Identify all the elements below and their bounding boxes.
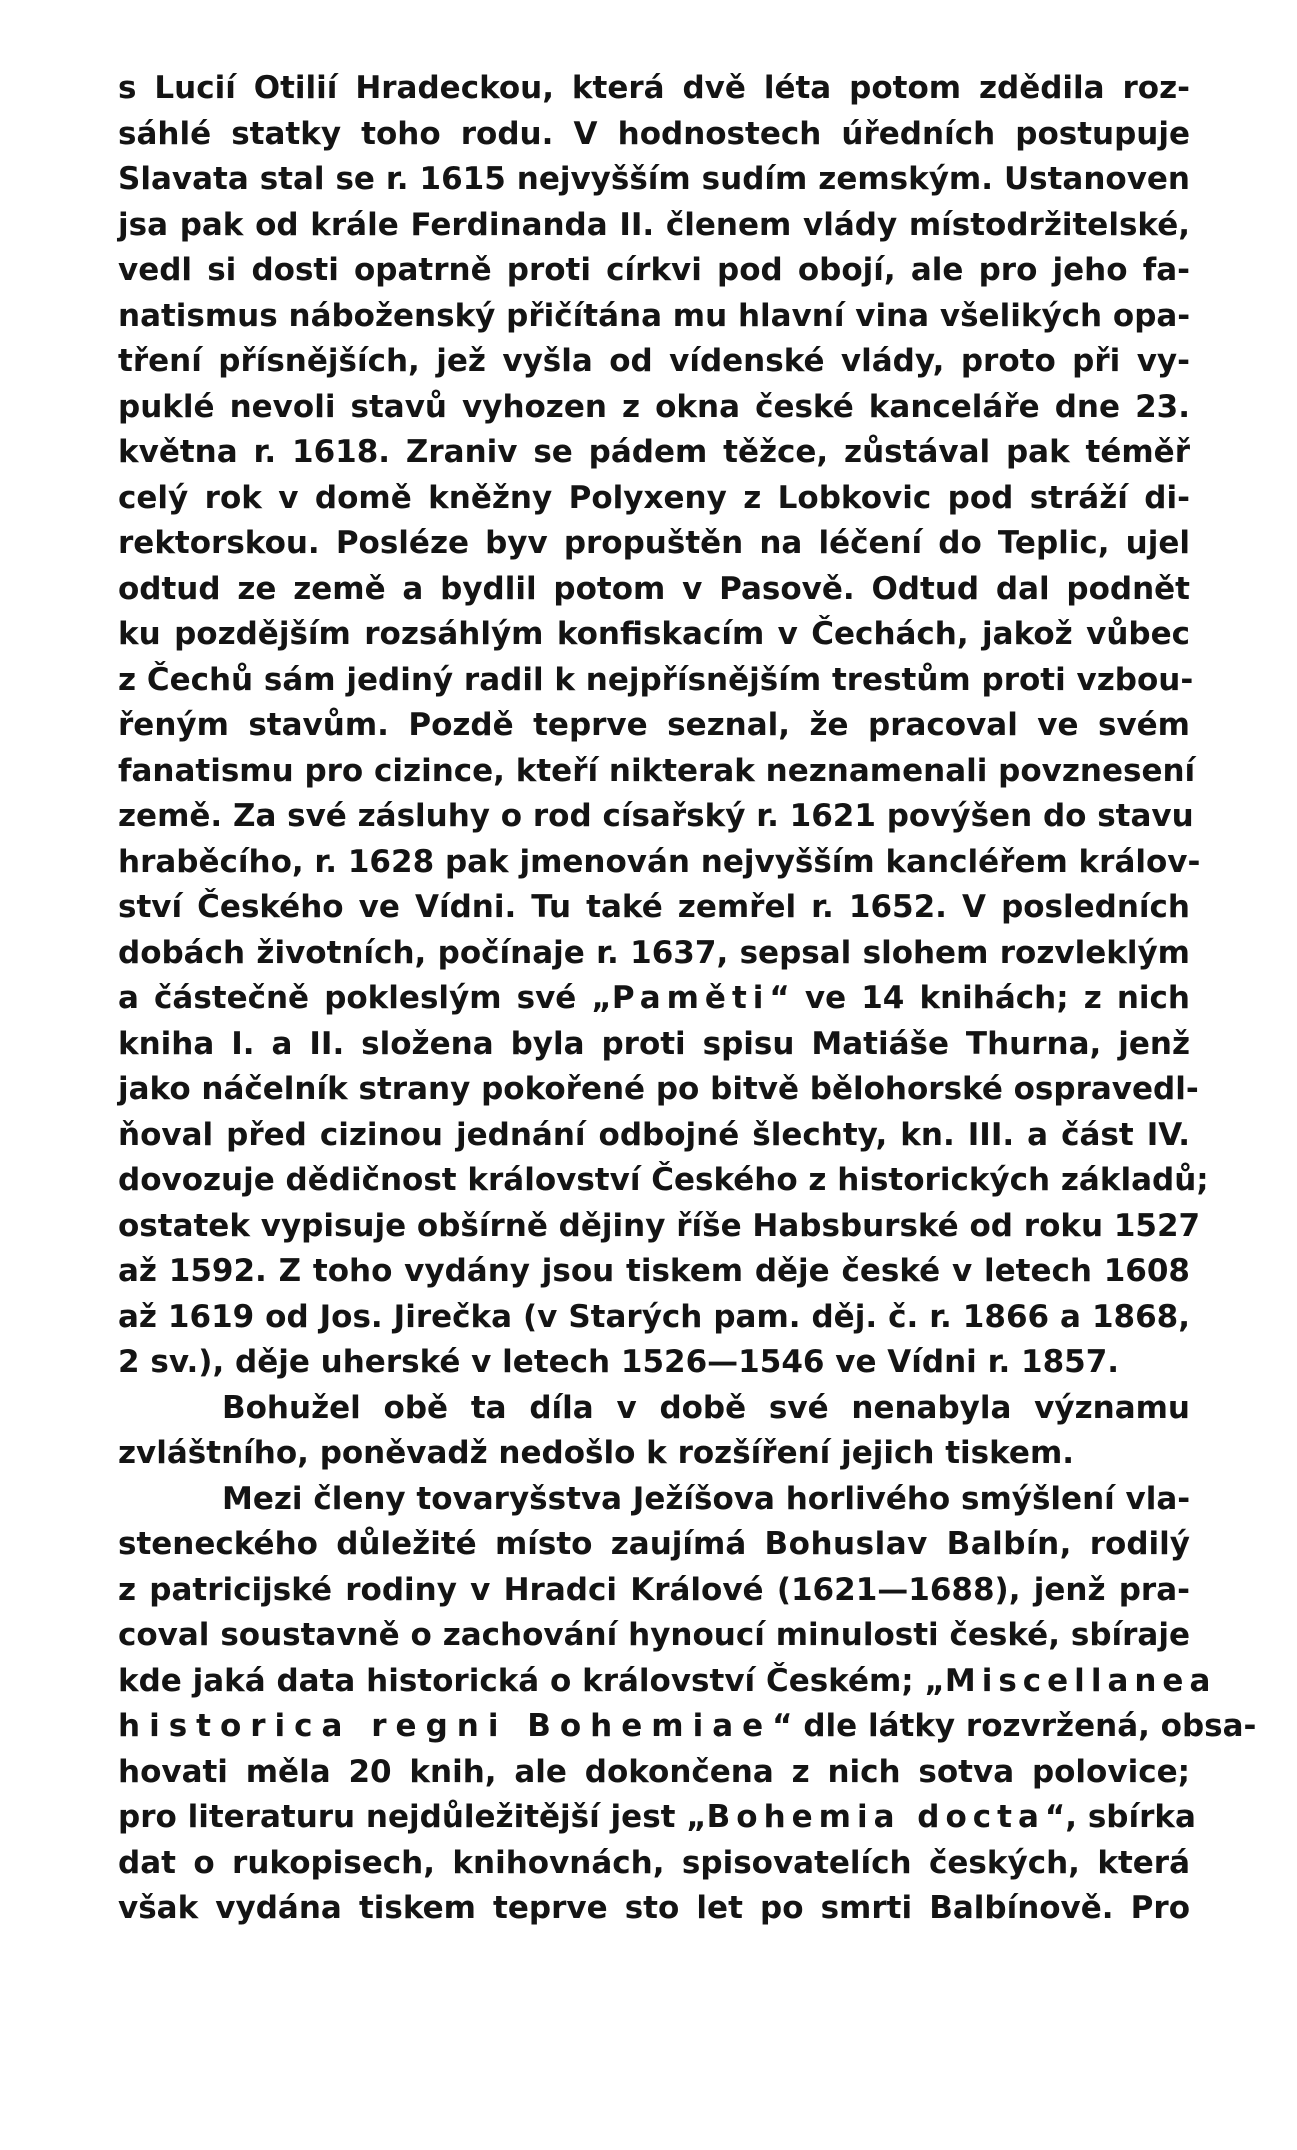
text-line-paragraph-start: Mezi členy tovaryšstva Ježíšova horlivého smýšlení vla- (222, 1480, 1191, 1517)
text-line: a částečně pokleslým své „Paměti“ ve 14 knihách; z nich (118, 980, 1190, 1016)
text-line: hovati měla 20 knih, ale dokončena z nich sotva polovice; (118, 1753, 1190, 1790)
text-line: sáhlé statky toho rodu. V hodnostech úředních postupuje (118, 115, 1190, 152)
text-line: jsa pak od krále Ferdinanda II. členem vlády místodržitelské, (118, 206, 1190, 243)
text-line: vedl si dosti opatrně proti církvi pod obojí, ale pro jeho fa- (118, 252, 1190, 288)
text-line: odtud ze země a bydlil potom v Pasově. Odtud dal podnět (118, 570, 1190, 607)
text-line: ku pozdějším rozsáhlým konfiskacím v Čechách, jakož vůbec (118, 616, 1190, 652)
text-line: z patricijské rodiny v Hradci Králové (1621—1688), jenž pra- (118, 1571, 1190, 1608)
text-line: ostatek vypisuje obšírně dějiny říše Habsburské od roku 1527 (118, 1207, 1201, 1244)
text-line: ství Českého ve Vídni. Tu také zemřel r. 1652. V posledních (118, 889, 1190, 925)
text-line: natismus náboženský přičítána mu hlavní vina všelikých opa- (118, 297, 1191, 334)
text-line: dobách životních, počínaje r. 1637, sepsal slohem rozvleklým (118, 934, 1190, 971)
text-line: steneckého důležité místo zaujímá Bohuslav Balbín, rodilý (118, 1526, 1190, 1562)
text-line: Slavata stal se r. 1615 nejvyšším sudím zemským. Ustanoven (118, 161, 1190, 197)
text-line-paragraph-end: 2 sv.), děje uherské v letech 1526—1546 ve Vídni r. 1857. (118, 1344, 1120, 1380)
text-line: kniha I. a II. složena byla proti spisu Matiáše Thurna, jenž (118, 1025, 1190, 1062)
text-line: pro literaturu nejdůležitější jest „Bohemia docta“, sbírka (118, 1799, 1196, 1835)
text-line: země. Za své zásluhy o rod císařský r. 1621 povýšen do stavu (118, 798, 1194, 834)
spaced-title-pameti: Paměti (611, 980, 770, 1016)
text-line: ňoval před cizinou jednání odbojné šlechty, kn. III. a část IV. (118, 1116, 1190, 1153)
text-line-paragraph-end: zvláštního, poněvadž nedošlo k rozšíření jejich tiskem. (118, 1435, 1075, 1471)
text-line: až 1592. Z toho vydány jsou tiskem děje české v letech 1608 (118, 1253, 1190, 1289)
text-line: s Lucií Otilií Hradeckou, která dvě léta potom zdědila roz- (118, 70, 1190, 106)
author-name-bohuslav-balbin: Bohuslav Balbín (764, 1526, 1060, 1562)
text-line: celý rok v domě kněžny Polyxeny z Lobkovic pod stráží di- (118, 479, 1190, 516)
text-line: jako náčelník strany pokořené po bitvě bělohorské ospravedl- (118, 1071, 1199, 1107)
text-line: řeným stavům. Pozdě teprve seznal, že pracoval ve svém (118, 707, 1190, 743)
text-line: historica regni Bohemiae“ dle látky rozvržená, obsa- (118, 1708, 1257, 1744)
text-line: hraběcího, r. 1628 pak jmenován nejvyšším kancléřem králov- (118, 843, 1201, 880)
text-line: tření přísnějších, jež vyšla od vídenské vlády, proto při vy- (118, 343, 1190, 379)
text-line: fanatismu pro cizince, kteří nikterak neznamenali povznesení (118, 752, 1196, 789)
spaced-title-historica-regni-bohemiae: historica regni Bohemiae (118, 1708, 773, 1744)
text-line: z Čechů sám jediný radil k nejpřísnějším trestům proti vzbou- (118, 661, 1194, 698)
spaced-title-miscellanea: Miscellanea (944, 1662, 1217, 1699)
body-text (118, 66, 1257, 1932)
text-line: puklé nevoli stavů vyhozen z okna české kanceláře dne 23. (118, 388, 1190, 425)
text-line: však vydána tiskem teprve sto let po smrti Balbínově. Pro (118, 1890, 1190, 1926)
text-line: coval soustavně o zachování hynoucí minulosti české, sbíraje (118, 1617, 1190, 1653)
text-line: dovozuje dědičnost království Českého z historických základů; (118, 1162, 1209, 1198)
text-line: kde jaká data historická o království Českém; „Miscellanea (118, 1662, 1217, 1699)
text-line: až 1619 od Jos. Jirečka (v Starých pam. děj. č. r. 1866 a 1868, (118, 1298, 1190, 1335)
text-line: dat o rukopisech, knihovnách, spisovatelích českých, která (118, 1844, 1190, 1881)
text-line-paragraph-start: Bohužel obě ta díla v době své nenabyla významu (222, 1389, 1190, 1426)
text-line: května r. 1618. Zraniv se pádem těžce, zůstával pak téměř (118, 434, 1190, 470)
text-line: rektorskou. Posléze byv propuštěn na léčení do Teplic, ujel (118, 525, 1190, 561)
spaced-title-bohemia-docta: Bohemia docta (706, 1799, 1045, 1835)
